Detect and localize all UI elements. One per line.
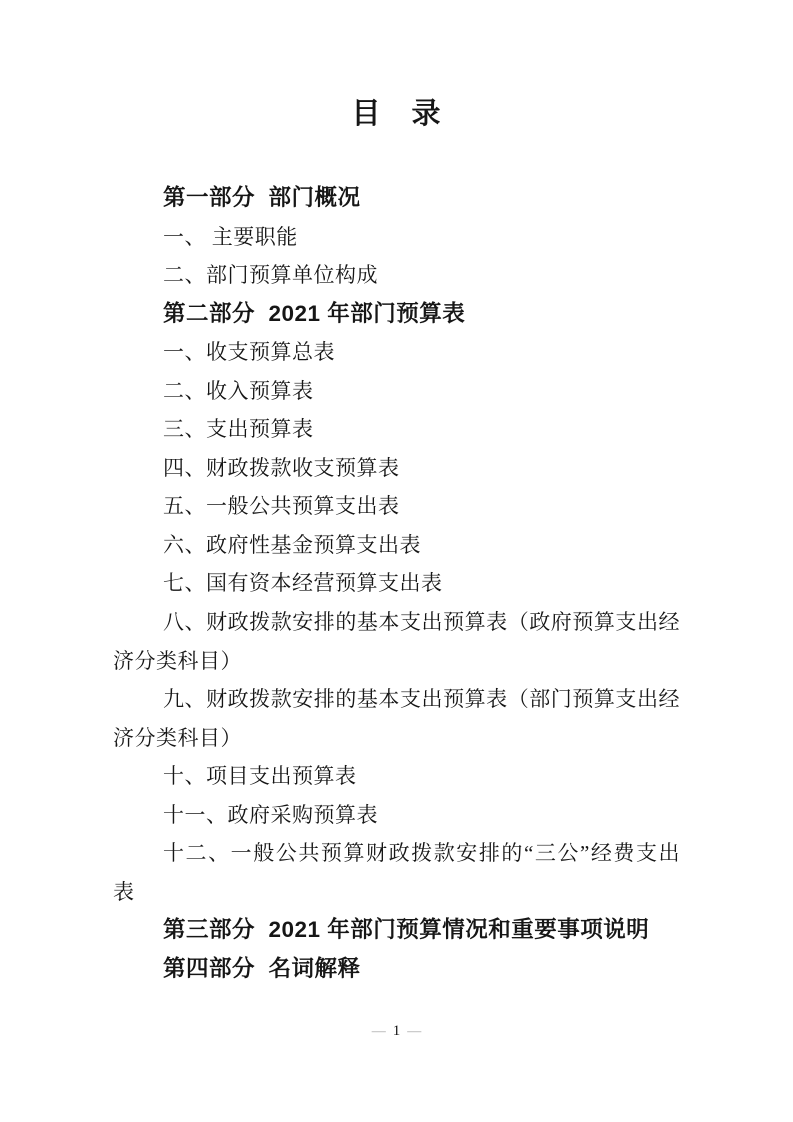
page-number: 1 <box>392 1023 401 1039</box>
toc-heading-part-4: 第四部分 名词解释 <box>163 955 361 981</box>
toc-item-main-functions: 一、 主要职能 <box>163 224 298 249</box>
toc-heading-part-2: 第二部分 2021 年部门预算表 <box>163 300 466 326</box>
toc-item-revenue-budget: 二、收入预算表 <box>163 378 314 403</box>
toc-item-basic-expenditure-dept-classification: 九、财政拨款安排的基本支出预算表（部门预算支出经 <box>163 687 680 712</box>
toc-item-basic-expenditure-gov-classification: 八、财政拨款安排的基本支出预算表（政府预算支出经 <box>163 610 680 635</box>
toc-item-government-procurement: 十一、政府采购预算表 <box>163 802 378 827</box>
toc-heading-part-3: 第三部分 2021 年部门预算情况和重要事项说明 <box>163 917 650 943</box>
toc-item-three-public-expenses: 十二、一般公共预算财政拨款安排的“三公”经费支出 <box>163 841 680 866</box>
toc-item-basic-expenditure-dept-classification-cont: 济分类科目） <box>113 725 242 750</box>
footer-dash-left: — <box>371 1024 386 1039</box>
toc-item-fiscal-allocation-revenue-expenditure: 四、财政拨款收支预算表 <box>163 455 400 480</box>
toc-item-three-public-expenses-cont: 表 <box>113 879 135 904</box>
toc-item-expenditure-budget: 三、支出预算表 <box>163 417 314 442</box>
toc-item-budget-unit-composition: 二、部门预算单位构成 <box>163 263 378 288</box>
toc-item-government-fund-budget-expenditure: 六、政府性基金预算支出表 <box>163 532 421 557</box>
page-footer <box>113 1020 680 1043</box>
toc-item-basic-expenditure-gov-classification-cont: 济分类科目） <box>113 648 242 673</box>
toc-item-revenue-expenditure-summary: 一、收支预算总表 <box>163 340 335 365</box>
toc-heading-part-1: 第一部分 部门概况 <box>163 185 361 210</box>
footer-dash-right: — <box>407 1024 422 1039</box>
toc-item-state-capital-operation-budget: 七、国有资本经营预算支出表 <box>163 571 443 596</box>
toc-content <box>113 97 680 988</box>
toc-item-general-public-budget-expenditure: 五、一般公共预算支出表 <box>163 494 400 519</box>
toc-item-project-expenditure: 十、项目支出预算表 <box>163 764 357 789</box>
document-title: 目 录 <box>351 98 442 130</box>
